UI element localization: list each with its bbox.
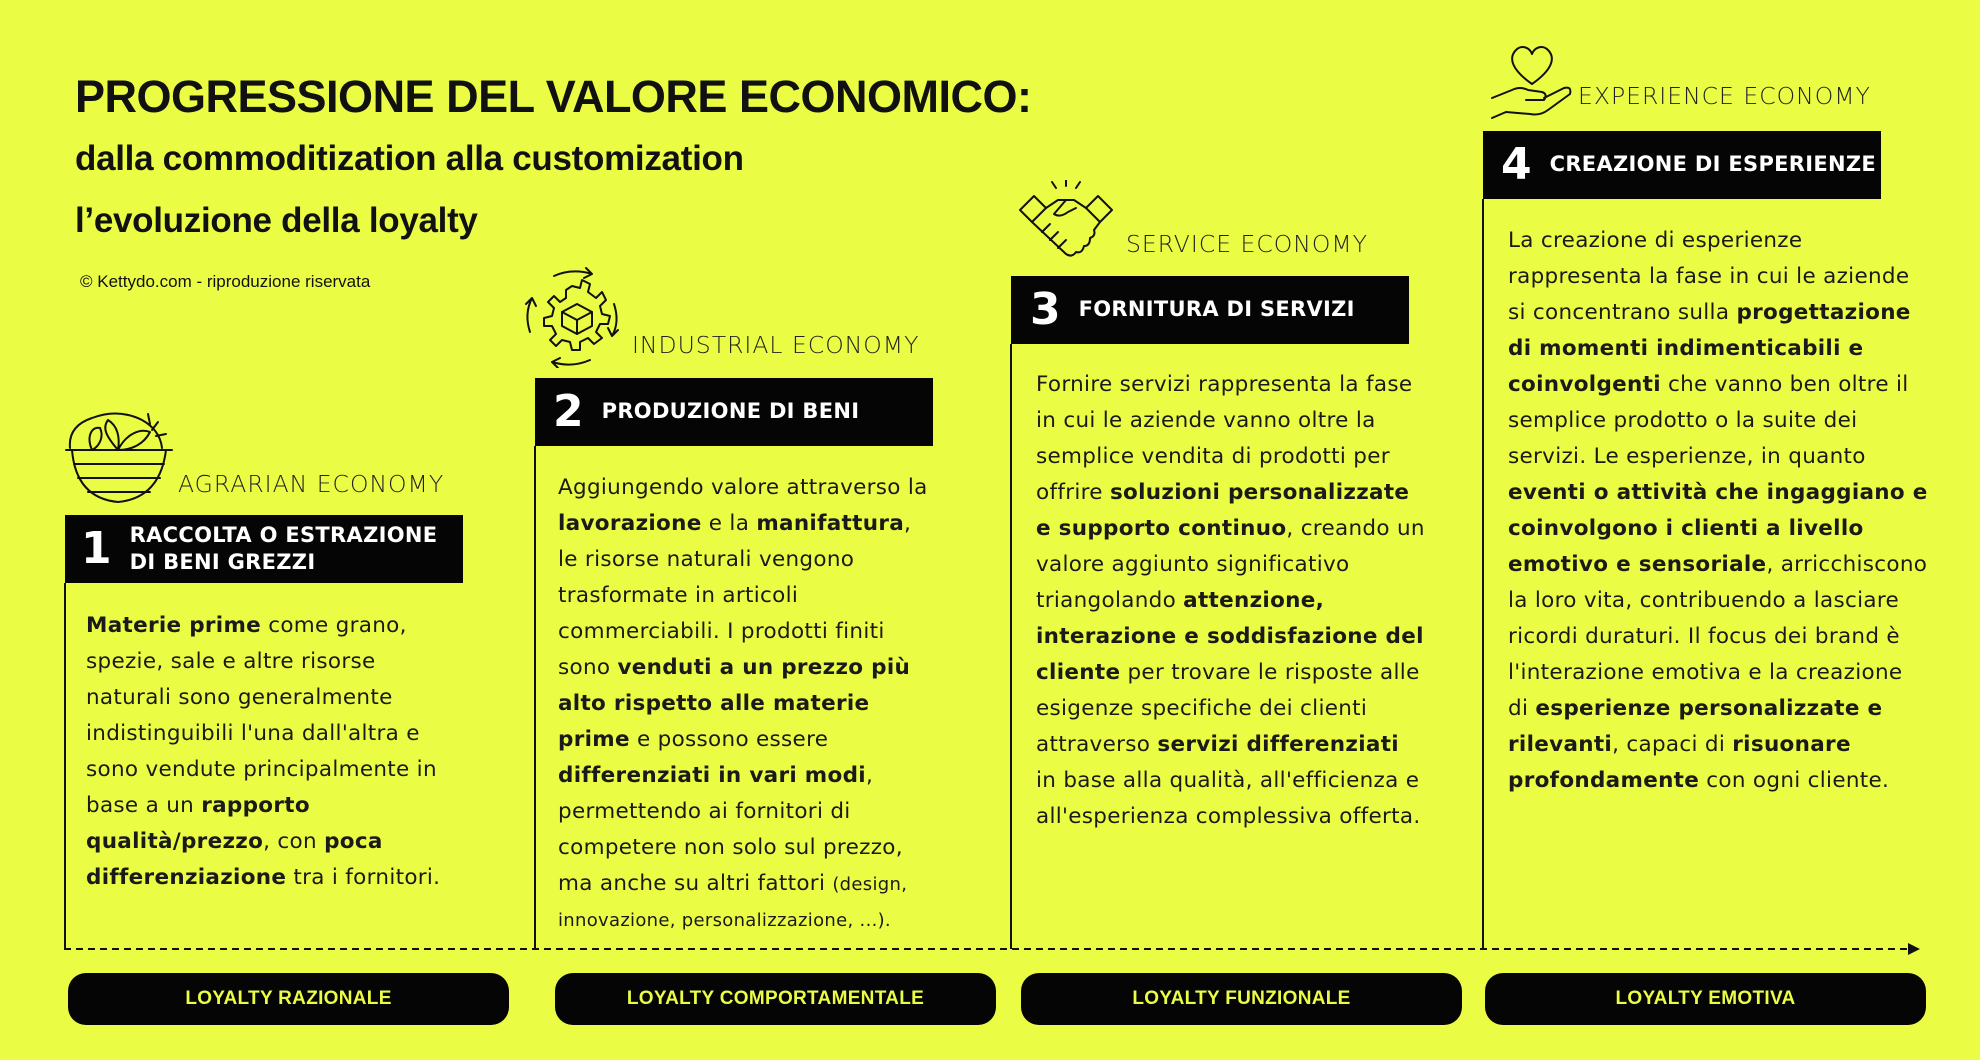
highlight-text: Materie prime bbox=[86, 613, 262, 638]
economy-label-industrial: INDUSTRIAL ECONOMY bbox=[632, 331, 920, 359]
loyalty-pill-funzionale: LOYALTY FUNZIONALE bbox=[1021, 973, 1462, 1025]
handshake-icon bbox=[1016, 180, 1116, 264]
stage-description-2 bbox=[558, 470, 938, 938]
page-subtitle: dalla commoditization alla customization bbox=[75, 139, 744, 178]
highlight-text: esperienze personalizzate e rilevanti bbox=[1508, 696, 1883, 757]
loyalty-pill-razionale: LOYALTY RAZIONALE bbox=[68, 973, 509, 1025]
description-text: (design, innovazione, personalizzazione, ...). bbox=[558, 874, 908, 931]
highlight-text: manifattura bbox=[756, 511, 905, 536]
stage-header-1 bbox=[65, 515, 463, 583]
description-text: , capaci di bbox=[1612, 732, 1733, 757]
stage-description-3 bbox=[1036, 367, 1426, 835]
description-text: tra i fornitori. bbox=[286, 865, 441, 890]
heart-hand-icon bbox=[1490, 40, 1574, 120]
highlight-text: eventi o attività che ingaggiano e coinvolgono i clienti a livello emotivo e sensoriale bbox=[1508, 480, 1928, 577]
loyalty-pill-emotiva: LOYALTY EMOTIVA bbox=[1485, 973, 1926, 1025]
stage-header-3 bbox=[1011, 276, 1409, 344]
description-text: e possono essere bbox=[629, 727, 829, 752]
loyalty-pill-comportamentale: LOYALTY COMPORTAMENTALE bbox=[555, 973, 996, 1025]
stage-title: FORNITURA DI SERVIZI bbox=[1078, 297, 1355, 322]
highlight-text: rapporto qualità/prezzo bbox=[86, 793, 310, 854]
description-text: , con bbox=[263, 829, 325, 854]
timeline-arrow bbox=[62, 938, 1928, 960]
description-text: per trovare le risposte alle esigenze specifiche dei clienti attraverso bbox=[1036, 660, 1420, 757]
highlight-text: differenziati in vari modi bbox=[558, 763, 866, 788]
timeline-divider bbox=[1010, 344, 1012, 949]
stage-header-2 bbox=[535, 378, 933, 446]
highlight-text: soluzioni personalizzate e supporto continuo bbox=[1036, 480, 1410, 541]
stage-description-4 bbox=[1508, 223, 1928, 799]
description-text: che vanno ben oltre il semplice prodotto o la suite dei servizi. Le esperienze, in quanto bbox=[1508, 372, 1909, 469]
timeline-divider bbox=[64, 583, 66, 949]
description-text: Fornire servizi rappresenta la fase in cui le aziende vanno oltre la semplice vendita di prodotti per offrire bbox=[1036, 372, 1413, 505]
description-text: , le risorse naturali vengono trasformate in articoli commerciabili. I prodotti finiti sono bbox=[558, 511, 912, 680]
stage-number: 3 bbox=[1030, 284, 1061, 335]
economy-label-agrarian: AGRARIAN ECONOMY bbox=[178, 470, 445, 498]
stage-title: PRODUZIONE DI BENI bbox=[601, 399, 860, 424]
economy-label-service: SERVICE ECONOMY bbox=[1126, 230, 1369, 258]
description-text: La creazione di esperienze rappresenta la fase in cui le aziende si concentrano sulla bbox=[1508, 228, 1910, 325]
description-text: in base alla qualità, all'efficienza e all'esperienza complessiva offerta. bbox=[1036, 768, 1421, 829]
highlight-text: risuonare profondamente bbox=[1508, 732, 1851, 793]
description-text: , permettendo ai fornitori di competere non solo sul prezzo, ma anche su altri fattori bbox=[558, 763, 903, 896]
highlight-text: venduti a un prezzo più alto rispetto alle materie prime bbox=[558, 655, 911, 752]
copyright-notice: © Kettydo.com - riproduzione riservata bbox=[80, 272, 371, 291]
stage-number: 4 bbox=[1501, 139, 1532, 190]
gear-cube-icon bbox=[522, 264, 622, 368]
stage-description-1 bbox=[86, 608, 466, 896]
highlight-text: lavorazione bbox=[558, 511, 702, 536]
highlight-text: attenzione, interazione e soddisfazione del cliente bbox=[1036, 588, 1424, 685]
stage-number: 2 bbox=[553, 386, 584, 437]
description-text: e la bbox=[701, 511, 757, 536]
harvest-basket-icon bbox=[62, 406, 174, 508]
timeline-divider bbox=[534, 446, 536, 949]
description-text: , arricchiscono la loro vita, contribuendo a lasciare ricordi duraturi. Il focus dei brand è l'interazione emotiva e la creazione di bbox=[1508, 552, 1928, 721]
description-text: con ogni cliente. bbox=[1699, 768, 1890, 793]
description-text: come grano, spezie, sale e altre risorse naturali sono generalmente indistinguibili l'una dall'altra e sono vendute principalmente in base a un bbox=[86, 613, 437, 818]
highlight-text: servizi differenziati bbox=[1157, 732, 1399, 757]
description-text: Aggiungendo valore attraverso la bbox=[558, 475, 928, 500]
economy-label-experience: EXPERIENCE ECONOMY bbox=[1578, 82, 1871, 110]
page-title: PROGRESSIONE DEL VALORE ECONOMICO: bbox=[75, 71, 1032, 122]
stage-title: CREAZIONE DI ESPERIENZE bbox=[1549, 152, 1877, 177]
stage-title: RACCOLTA O ESTRAZIONE DI BENI GREZZI bbox=[129, 522, 438, 574]
timeline-divider bbox=[1482, 199, 1484, 949]
page-subtitle-loyalty: l’evoluzione della loyalty bbox=[75, 201, 478, 240]
highlight-text: progettazione di momenti indimenticabili e coinvolgenti bbox=[1508, 300, 1911, 397]
highlight-text: poca differenziazione bbox=[86, 829, 383, 890]
stage-number: 1 bbox=[81, 523, 112, 574]
stage-header-4 bbox=[1483, 131, 1881, 199]
description-text: , creando un valore aggiunto significativo triangolando bbox=[1036, 516, 1425, 613]
